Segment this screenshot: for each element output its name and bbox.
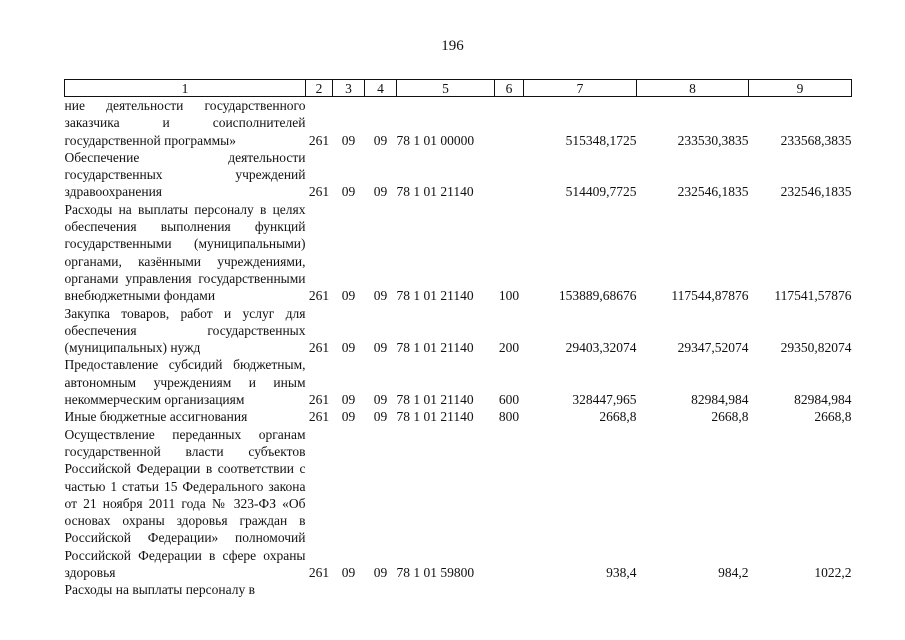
row-amount-3: 2668,8	[814, 409, 852, 425]
row-expense-type: 200	[498, 340, 520, 356]
row-name: Обеспечение деятельности государственных учреждений здравоохранения	[64, 149, 306, 200]
row-target-item: 78 1 01 21140	[396, 288, 474, 304]
column-header: 7	[524, 80, 637, 97]
row-amount-1: 938,4	[606, 565, 637, 581]
page-number: 196	[441, 38, 464, 54]
row-name: Расходы на выплаты персоналу в	[64, 582, 255, 598]
table-row	[65, 426, 852, 582]
row-expense-type	[495, 426, 524, 582]
row-amount-3: 29350,82074	[780, 340, 852, 356]
column-number-row	[65, 80, 852, 97]
table-row	[65, 149, 852, 201]
row-amount-2: 2668,8	[711, 409, 749, 425]
row-amount-3: 232546,1835	[780, 184, 852, 200]
row-amount-2: 233530,3835	[677, 132, 749, 148]
row-name: ние деятельности государственного заказчика и соисполнителей государственной программы»	[64, 98, 306, 148]
row-subsection-code: 09	[373, 565, 388, 581]
row-amount-1: 514409,7725	[565, 184, 637, 200]
row-empty-cells	[306, 581, 852, 598]
row-expense-type: 800	[498, 409, 520, 425]
row-ministry-code: 261	[308, 340, 330, 356]
row-ministry-code: 261	[308, 132, 330, 148]
column-header: 2	[306, 80, 333, 97]
table-row	[65, 356, 852, 408]
row-section-code: 09	[341, 409, 356, 425]
row-subsection-code: 09	[373, 288, 388, 304]
row-expense-type	[495, 149, 524, 201]
row-section-code: 09	[341, 184, 356, 200]
row-expense-type: 600	[498, 392, 520, 408]
row-amount-1: 153889,68676	[558, 288, 637, 304]
row-ministry-code: 261	[308, 288, 330, 304]
table-body	[65, 97, 852, 599]
row-ministry-code: 261	[308, 184, 330, 200]
row-amount-3: 82984,984	[794, 392, 852, 408]
row-section-code: 09	[341, 392, 356, 408]
column-header: 3	[333, 80, 365, 97]
table-row	[65, 305, 852, 357]
row-ministry-code: 261	[308, 409, 330, 425]
table-row	[65, 97, 852, 149]
row-target-item: 78 1 01 59800	[396, 565, 475, 581]
table-header	[65, 80, 852, 97]
row-ministry-code: 261	[308, 565, 330, 581]
row-amount-2: 117544,87876	[671, 288, 749, 304]
row-amount-3: 1022,2	[814, 565, 852, 581]
row-section-code: 09	[341, 340, 356, 356]
row-ministry-code: 261	[308, 392, 330, 408]
budget-table	[64, 79, 852, 599]
column-header: 4	[365, 80, 397, 97]
column-header: 5	[397, 80, 495, 97]
table-row-partial	[65, 581, 852, 598]
row-section-code: 09	[341, 565, 356, 581]
row-subsection-code: 09	[373, 340, 388, 356]
column-header: 8	[637, 80, 749, 97]
row-amount-2: 232546,1835	[677, 184, 749, 200]
row-section-code: 09	[341, 132, 356, 148]
row-expense-type	[495, 97, 524, 149]
row-amount-3: 117541,57876	[774, 288, 852, 304]
table-row	[65, 408, 852, 425]
row-amount-1: 515348,1725	[565, 132, 637, 148]
row-subsection-code: 09	[373, 409, 388, 425]
column-header: 9	[749, 80, 852, 97]
row-name: Закупка товаров, работ и услуг для обеспечения государственных (муниципальных) нужд	[64, 305, 306, 356]
row-amount-2: 29347,52074	[677, 340, 749, 356]
row-amount-3: 233568,3835	[780, 132, 852, 148]
row-target-item: 78 1 01 00000	[396, 132, 475, 148]
row-section-code: 09	[341, 288, 356, 304]
row-subsection-code: 09	[373, 392, 388, 408]
column-header: 6	[495, 80, 524, 97]
row-target-item: 78 1 01 21140	[396, 409, 474, 425]
row-amount-2: 82984,984	[691, 392, 749, 408]
row-name: Осуществление переданных органам государственной власти субъектов Российской Федерации в соответствии с частью 1 статьи 15 Федерального закона от 21 ноября 2011 года № 323-ФЗ «Об основах охраны здоровья граждан в Российской Федерации» полномочий Российской Федерации в сфере охраны здоровья	[64, 426, 306, 581]
row-name: Предоставление субсидий бюджетным, автономным учреждениям и иным некоммерческим организациям	[64, 357, 306, 408]
row-name: Иные бюджетные ассигнования	[64, 409, 248, 425]
row-subsection-code: 09	[373, 132, 388, 148]
row-target-item: 78 1 01 21140	[396, 184, 474, 200]
row-amount-1: 2668,8	[599, 409, 637, 425]
row-amount-1: 29403,32074	[565, 340, 637, 356]
row-name: Расходы на выплаты персоналу в целях обеспечения выполнения функций государственными (муниципальными) органами, казёнными учреждениями, органами управления государственными внебюджетными фондами	[64, 201, 306, 304]
column-header: 1	[65, 80, 306, 97]
row-amount-2: 984,2	[718, 565, 749, 581]
row-amount-1: 328447,965	[572, 392, 637, 408]
table-row	[65, 201, 852, 305]
row-target-item: 78 1 01 21140	[396, 392, 474, 408]
row-target-item: 78 1 01 21140	[396, 340, 474, 356]
row-expense-type: 100	[498, 288, 520, 304]
row-subsection-code: 09	[373, 184, 388, 200]
